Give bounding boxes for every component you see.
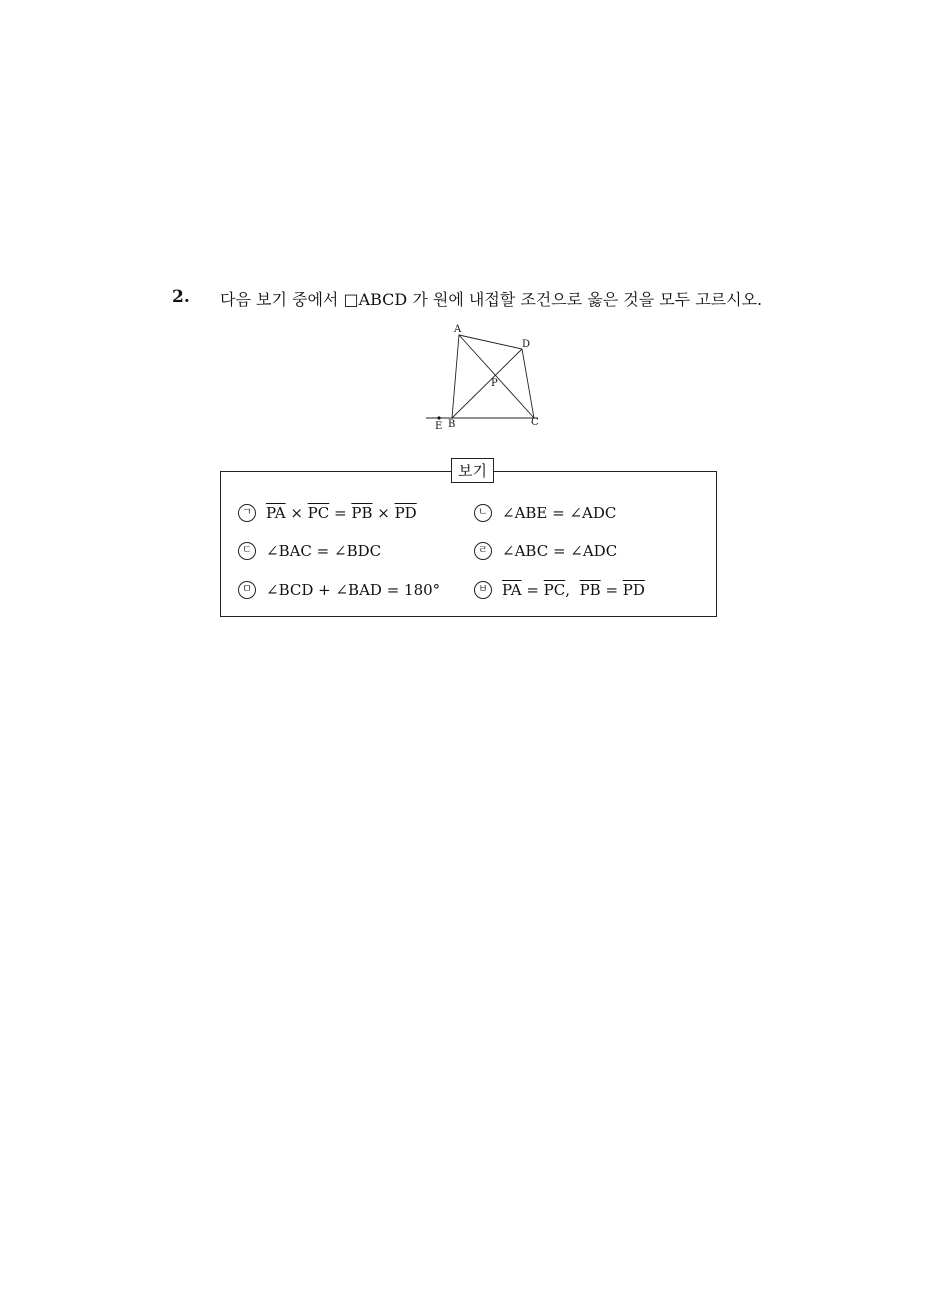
diagonal-bd bbox=[452, 349, 522, 418]
bogi-item-4 bbox=[474, 542, 617, 560]
label-c: C bbox=[531, 417, 539, 428]
segment-pb: $\overline{PB}$ bbox=[351, 504, 373, 522]
quadrilateral-figure bbox=[420, 320, 550, 435]
bogi-item-1 bbox=[238, 504, 417, 522]
label-e: E bbox=[435, 421, 443, 432]
segment-pc: $\overline{PC}$ bbox=[307, 504, 330, 522]
bogi-item-6 bbox=[474, 581, 645, 599]
segment-pb: $\overline{PB}$ bbox=[579, 581, 601, 599]
bogi-item-5 bbox=[238, 581, 440, 599]
question-number: 2. bbox=[172, 287, 190, 307]
item-text: ∠BCD + ∠BAD = 180° bbox=[266, 581, 441, 599]
item-marker: ㄹ bbox=[474, 542, 492, 560]
op: × bbox=[372, 504, 395, 522]
op: × bbox=[285, 504, 308, 522]
op: , bbox=[565, 581, 580, 599]
point-e-dot bbox=[437, 416, 440, 419]
item-text: ∠BAC = ∠BDC bbox=[266, 542, 382, 560]
label-a: A bbox=[454, 324, 462, 335]
bogi-item-2 bbox=[474, 504, 616, 522]
item-marker: ㄴ bbox=[474, 504, 492, 522]
label-d: D bbox=[522, 339, 531, 350]
op: = bbox=[521, 581, 544, 599]
bogi-item-3 bbox=[238, 542, 381, 560]
item-marker: ㅂ bbox=[474, 581, 492, 599]
segment-pd: $\overline{PD}$ bbox=[622, 581, 645, 599]
label-b: B bbox=[448, 419, 456, 430]
label-p: P bbox=[491, 378, 498, 389]
segment-pd: $\overline{PD}$ bbox=[394, 504, 417, 522]
item-text: ∠ABC = ∠ADC bbox=[502, 542, 618, 560]
bogi-title: 보기 bbox=[451, 458, 494, 483]
item-marker: ㄷ bbox=[238, 542, 256, 560]
question-text: 다음 보기 중에서 □ABCD 가 원에 내접할 조건으로 옳은 것을 모두 고르시오. bbox=[220, 290, 763, 309]
segment-pa: $\overline{PA}$ bbox=[266, 504, 286, 522]
item-text: ∠ABE = ∠ADC bbox=[502, 504, 617, 522]
op: = bbox=[600, 581, 623, 599]
item-marker: ㄱ bbox=[238, 504, 256, 522]
item-marker: ㅁ bbox=[238, 581, 256, 599]
segment-pc: $\overline{PC}$ bbox=[543, 581, 566, 599]
segment-pa: $\overline{PA}$ bbox=[502, 581, 522, 599]
op: = bbox=[329, 504, 352, 522]
